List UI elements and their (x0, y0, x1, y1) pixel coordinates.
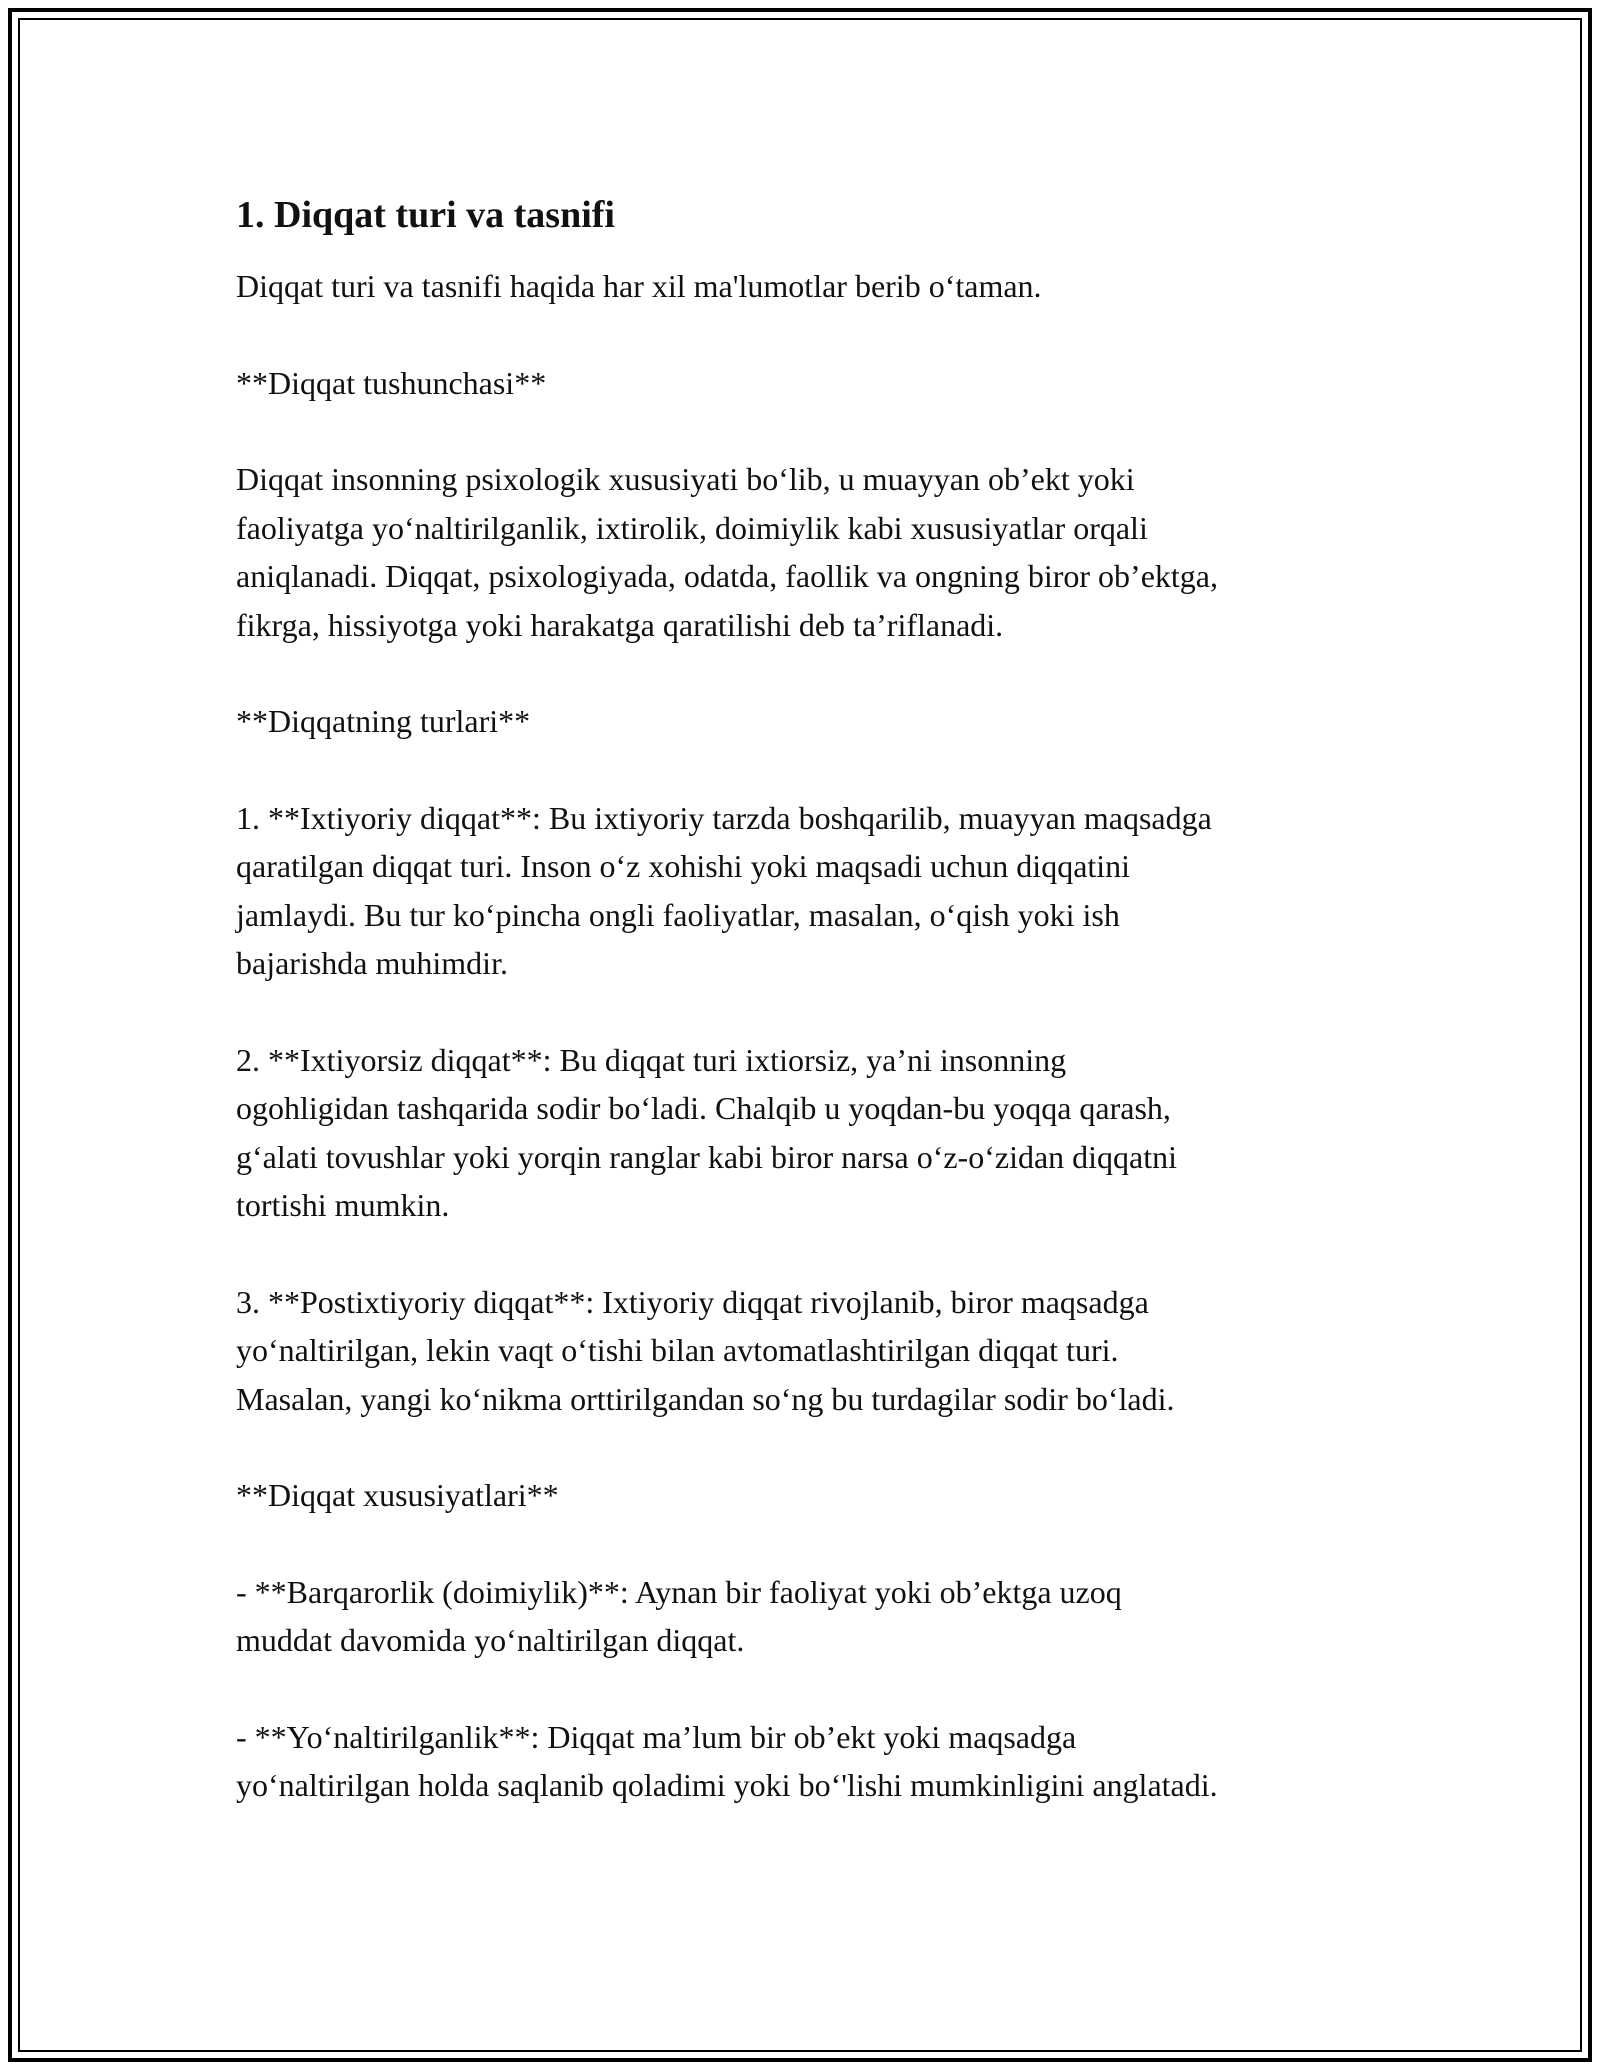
text-line: g‘alati tovushlar yoki yorqin ranglar kabi biror narsa o‘z-o‘zidan diqqatni (236, 1138, 1178, 1175)
document-heading: 1. Diqqat turi va tasnifi (236, 194, 615, 236)
text-line: 1. **Ixtiyoriy diqqat**: Bu ixtiyoriy tarzda boshqarilib, muayyan maqsadga (236, 799, 1212, 836)
text-line: Diqqat turi va tasnifi haqida har xil ma'lumotlar berib o‘taman. (236, 268, 1042, 304)
text-line: 2. **Ixtiyorsiz diqqat**: Bu diqqat turi ixtiorsiz, ya’ni insonning (236, 1041, 1067, 1078)
text-line: aniqlanadi. Diqqat, psixologiyada, odatda, faollik va ongning biror ob’ektga, (236, 558, 1218, 594)
text-line: **Diqqat xususiyatlari** (236, 1477, 559, 1513)
paragraph-type-1 (236, 794, 1376, 988)
text-line: yo‘naltirilgan holda saqlanib qoladimi yoki bo‘'lishi mumkinligini anglatadi. (236, 1767, 1218, 1803)
text-line: Masalan, yangi ko‘nikma orttirilgandan so‘ng bu turdagilar sodir bo‘ladi. (236, 1380, 1175, 1417)
text-line: ogohligidan tashqarida sodir bo‘ladi. Chalqib u yoqdan-bu yoqqa qarash, (236, 1090, 1171, 1126)
document-body (236, 190, 1376, 1858)
text-line: tortishi mumkin. (236, 1187, 450, 1223)
text-line: - **Barqarorlik (doimiylik)**: Aynan bir faoliyat yoki ob’ektga uzoq (236, 1573, 1122, 1610)
text-line: jamlaydi. Bu tur ko‘pincha ongli faoliyatlar, masalan, o‘qish yoki ish (236, 896, 1120, 933)
text-line: 3. **Postixtiyoriy diqqat**: Ixtiyoriy diqqat rivojlanib, biror maqsadga (236, 1283, 1149, 1320)
paragraph-intro (236, 262, 1376, 311)
text-line: **Diqqat tushunchasi** (236, 364, 547, 401)
paragraph-section-concept (236, 359, 1376, 408)
paragraph-list (236, 262, 1376, 1810)
paragraph-property-1 (236, 1568, 1376, 1665)
paragraph-concept-text (236, 455, 1376, 649)
text-line: Diqqat insonning psixologik xususiyati bo‘lib, u muayyan ob’ekt yoki (236, 461, 1135, 497)
paragraph-property-2 (236, 1713, 1376, 1810)
text-line: - **Yo‘naltirilganlik**: Diqqat ma’lum bir ob’ekt yoki maqsadga (236, 1718, 1077, 1755)
text-line: bajarishda muhimdir. (236, 945, 508, 981)
text-line: qaratilgan diqqat turi. Inson o‘z xohishi yoki maqsadi uchun diqqatini (236, 848, 1131, 884)
paragraph-section-types (236, 697, 1376, 746)
paragraph-section-properties (236, 1471, 1376, 1520)
text-line: muddat davomida yo‘naltirilgan diqqat. (236, 1622, 745, 1658)
text-line: yo‘naltirilgan, lekin vaqt o‘tishi bilan avtomatlashtirilgan diqqat turi. (236, 1332, 1119, 1368)
text-line: fikrga, hissiyotga yoki harakatga qaratilishi deb ta’riflanadi. (236, 606, 1004, 643)
paragraph-type-2 (236, 1036, 1376, 1230)
text-line: faoliyatga yo‘naltirilganlik, ixtirolik, doimiylik kabi xususiyatlar orqali (236, 509, 1148, 546)
paragraph-type-3 (236, 1278, 1376, 1424)
text-line: **Diqqatning turlari** (236, 703, 531, 739)
